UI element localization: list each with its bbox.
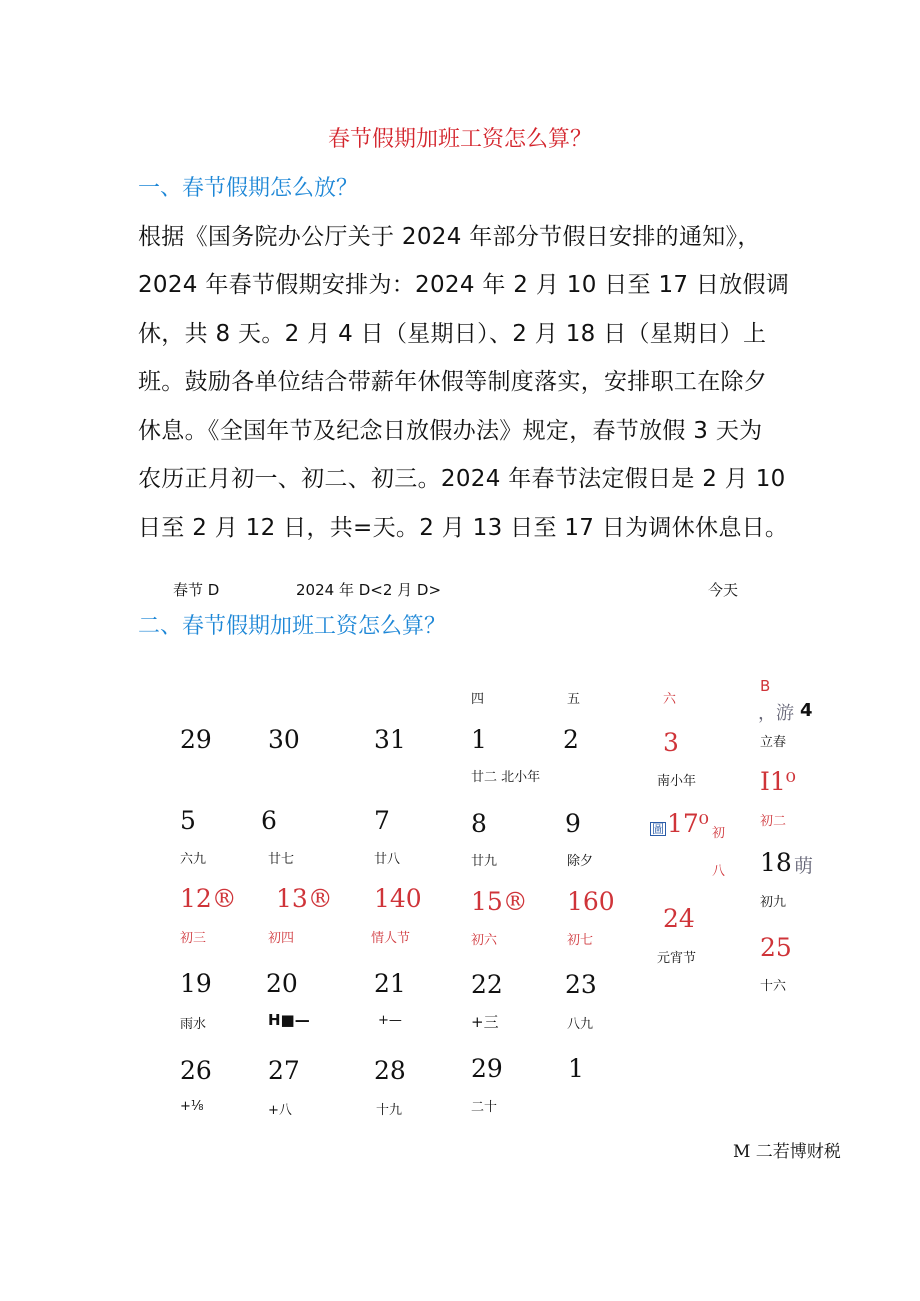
calendar-day[interactable]: 30 xyxy=(268,725,300,754)
weekday-fri: 五 xyxy=(567,692,581,707)
calendar-day[interactable]: I1⁰ xyxy=(760,767,796,796)
lunar-label: 初三 xyxy=(180,931,207,946)
calendar-day[interactable]: 18 xyxy=(760,848,792,877)
calendar-day[interactable]: 31 xyxy=(374,725,406,754)
lunar-label: 廿二 北小年 xyxy=(471,770,541,785)
calendar-day[interactable]: 9 xyxy=(565,809,581,838)
paragraph-line: 日至 2 月 12 日，共=天。2 月 13 日至 17 日为调休休息日。 xyxy=(138,515,789,541)
corner-number: 4 xyxy=(800,700,813,721)
calendar-day[interactable]: 28 xyxy=(374,1056,406,1085)
calendar-day[interactable]: 23 xyxy=(565,970,597,999)
lichun-label: 立春 xyxy=(760,735,787,750)
calendar-day[interactable]: 29 xyxy=(471,1054,503,1083)
calendar-day[interactable]: 29 xyxy=(180,725,212,754)
calendar-day[interactable]: 2 xyxy=(563,725,579,754)
lunar-label: +八 xyxy=(268,1103,292,1118)
month-selector[interactable]: 2024 年 D<2 月 D> xyxy=(296,581,442,599)
calendar-day[interactable]: 7 xyxy=(374,806,390,835)
lunar-label: 十六 xyxy=(760,979,787,994)
calendar-day[interactable]: 19 xyxy=(180,969,212,998)
weekday-sat: 六 xyxy=(663,692,677,707)
weekday-thu: 四 xyxy=(471,692,485,707)
calendar-day[interactable]: 27 xyxy=(268,1056,300,1085)
calendar-day[interactable]: 6 xyxy=(261,806,277,835)
paragraph-line: 根据《国务院办公厅关于 2024 年部分节假日安排的通知》， xyxy=(138,224,761,250)
calendar-day[interactable]: 3 xyxy=(663,728,679,757)
calendar-day[interactable]: 5 xyxy=(180,806,196,835)
lunar-label: 二十 xyxy=(471,1100,498,1115)
paragraph-line: 班。鼓励各单位结合带薪年休假等制度落实，安排职工在除夕 xyxy=(138,369,768,395)
section2-heading: 二、春节假期加班工资怎么算？ xyxy=(138,614,447,639)
lunar-label: 元宵节 xyxy=(657,951,697,966)
lunar-label: 廿九 xyxy=(471,854,498,869)
calendar-day[interactable]: 21 xyxy=(374,969,406,998)
lunar-label: +三 xyxy=(471,1013,499,1031)
calendar-day[interactable]: 1 xyxy=(568,1054,584,1083)
stamp-icon: 圖 xyxy=(652,822,665,836)
work-day-mark: 萌 xyxy=(794,855,814,877)
paragraph-line: 休，共 8 天。2 月 4 日（星期日）、2 月 18 日（星期日）上 xyxy=(138,321,767,347)
holiday-selector[interactable]: 春节 D xyxy=(173,581,220,599)
lunar-label: 初六 xyxy=(471,933,498,948)
lunar-label: 初四 xyxy=(268,931,295,946)
lunar-label: H■— xyxy=(268,1011,310,1029)
source-footer: M 二若博财税 xyxy=(733,1142,841,1162)
calendar-day[interactable]: 22 xyxy=(471,970,503,999)
calendar-day[interactable]: 1 xyxy=(471,725,487,754)
lunar-label: +⅛ xyxy=(180,1099,204,1114)
page-title: 春节假期加班工资怎么算？ xyxy=(327,127,592,152)
lunar-label: 十九 xyxy=(376,1103,403,1118)
lunar-label: 除夕 xyxy=(567,854,594,869)
lunar-label: 初二 xyxy=(760,814,787,829)
corner-text: ，游 xyxy=(758,703,794,724)
paragraph-line: 2024 年春节假期安排为：2024 年 2 月 10 日至 17 日放假调 xyxy=(138,272,790,298)
lunar-label: 初九 xyxy=(760,895,787,910)
lunar-label: 八 xyxy=(712,864,726,879)
lunar-label: 廿七 xyxy=(268,852,295,867)
lunar-label: 初 xyxy=(712,826,726,841)
lunar-label: 雨水 xyxy=(180,1017,207,1032)
weekday-sun: B xyxy=(760,677,771,695)
lunar-label: 南小年 xyxy=(657,774,697,789)
calendar-day[interactable]: 17⁰ xyxy=(667,809,709,838)
lunar-label: +— xyxy=(378,1013,402,1028)
calendar-day[interactable]: 140 xyxy=(374,884,422,913)
lunar-label: 初七 xyxy=(567,933,594,948)
calendar-day[interactable]: 13® xyxy=(276,884,333,913)
lunar-label: 情人节 xyxy=(371,931,411,946)
calendar-day[interactable]: 26 xyxy=(180,1056,212,1085)
calendar-day[interactable]: 160 xyxy=(567,887,615,916)
calendar-day[interactable]: 25 xyxy=(760,933,792,962)
calendar-day[interactable]: 8 xyxy=(471,809,487,838)
today-button[interactable]: 今天 xyxy=(708,581,739,599)
lunar-label: 八九 xyxy=(567,1017,594,1032)
paragraph-line: 休息。《全国年节及纪念日放假办法》规定，春节放假 3 天为 xyxy=(138,418,763,444)
lunar-label: 六九 xyxy=(180,852,207,867)
section1-heading: 一、春节假期怎么放？ xyxy=(138,176,359,201)
paragraph-line: 农历正月初一、初二、初三。2024 年春节法定假日是 2 月 10 xyxy=(138,466,786,492)
calendar-day[interactable]: 24 xyxy=(663,904,695,933)
lunar-label: 廿八 xyxy=(374,852,401,867)
calendar-day[interactable]: 15® xyxy=(471,887,528,916)
calendar-day[interactable]: 20 xyxy=(266,969,298,998)
calendar-day[interactable]: 12® xyxy=(180,884,237,913)
